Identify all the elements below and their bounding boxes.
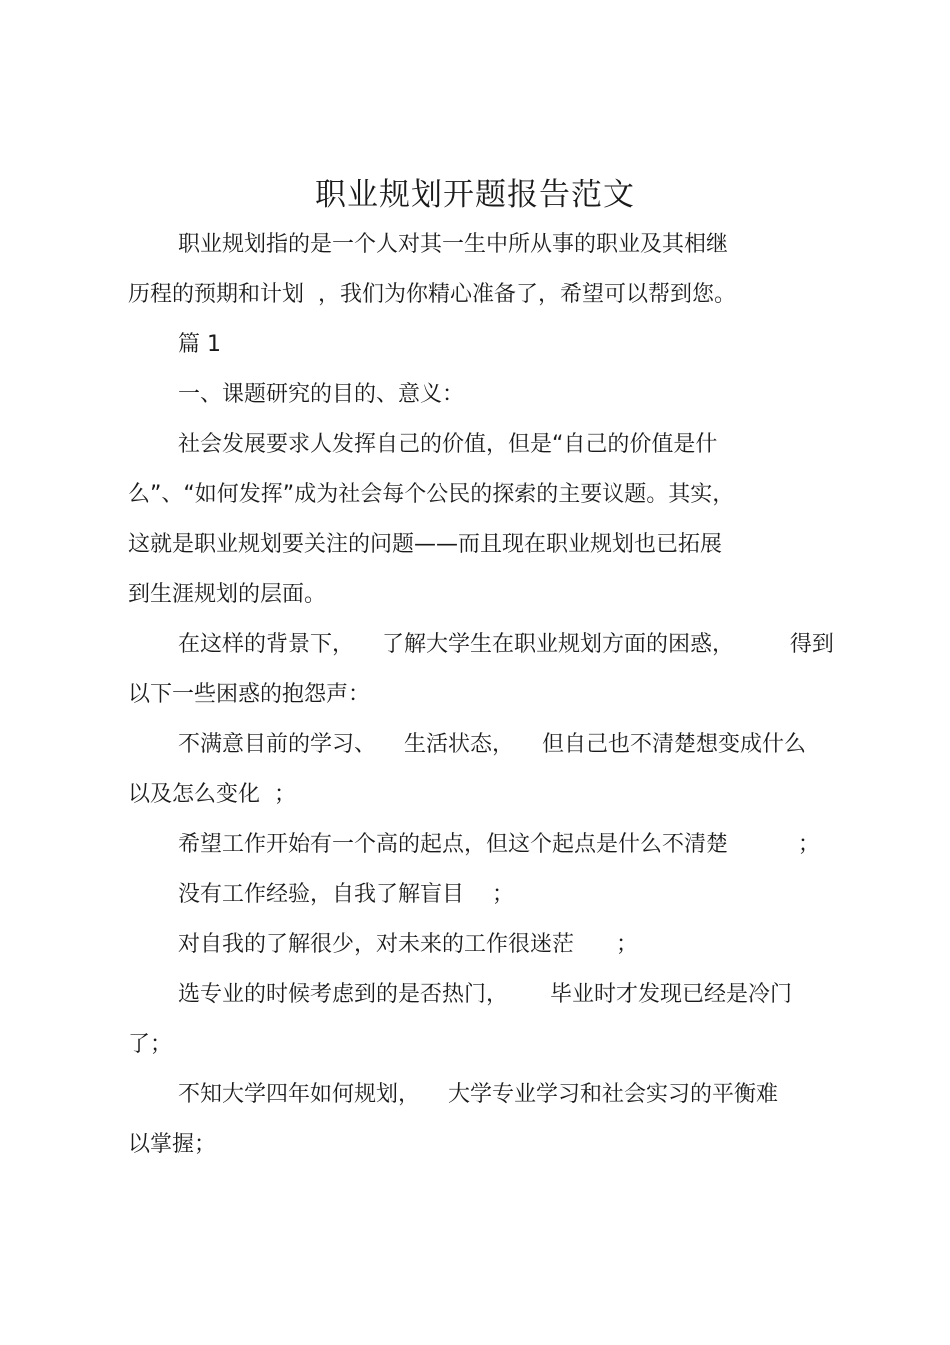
- paragraph-line: 选专业的时候考虑到的是否热门， 毕业时才发现已经是冷门: [178, 982, 792, 1007]
- paragraph-line: 希望工作开始有一个高的起点，但这个起点是什么不清楚 ；: [178, 832, 820, 857]
- paragraph-line: 了；: [128, 1032, 173, 1057]
- paragraph-line: 以及怎么变化 ；: [128, 782, 296, 807]
- paragraph-line: 没有工作经验，自我了解盲目 ；: [178, 882, 514, 907]
- paragraph-line: 职业规划指的是一个人对其一生中所从事的职业及其相继: [178, 232, 729, 257]
- paragraph-line: 不满意目前的学习、 生活状态， 但自己也不清楚想变成什么: [178, 732, 806, 757]
- paragraph-line: 么”、“如何发挥”成为社会每个公民的探索的主要议题。其实，: [128, 482, 735, 507]
- paragraph-line: 到生涯规划的层面。: [128, 582, 327, 607]
- document-title: 职业规划开题报告范文: [315, 177, 635, 213]
- paragraph-line: 历程的预期和计划 ，我们为你精心准备了，希望可以帮到您。: [128, 282, 736, 307]
- paragraph-line: 以下一些困惑的抱怨声：: [128, 682, 371, 707]
- paragraph-line: 这就是职业规划要关注的问题——而且现在职业规划也已拓展: [128, 532, 723, 557]
- paragraph-line: 社会发展要求人发挥自己的价值，但是“自己的价值是什: [178, 432, 718, 457]
- paragraph-line: 对自我的了解很少，对未来的工作很迷茫 ；: [178, 932, 638, 957]
- section-label: 篇 1: [178, 332, 221, 357]
- paragraph-line: 不知大学四年如何规划， 大学专业学习和社会实习的平衡难: [178, 1082, 778, 1107]
- section-heading: 一、课题研究的目的、意义：: [178, 382, 465, 407]
- paragraph-line: 在这样的背景下， 了解大学生在职业规划方面的困惑， 得到: [178, 632, 834, 657]
- paragraph-line: 以掌握；: [128, 1132, 217, 1157]
